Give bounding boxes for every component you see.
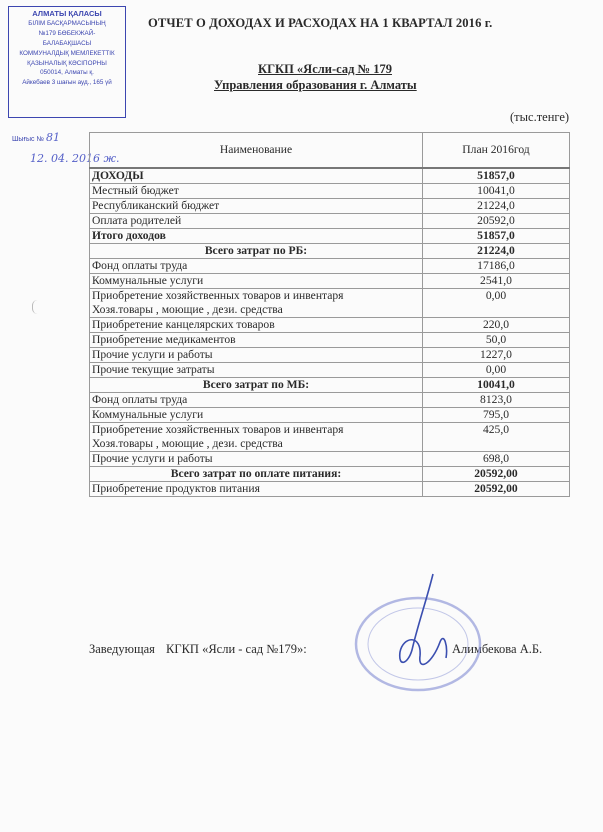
row-value: 21224,0 (423, 244, 570, 259)
row-name (90, 423, 423, 452)
row-value: 50,0 (423, 333, 570, 348)
row-value: 0,00 (423, 289, 570, 318)
table-row (90, 467, 570, 482)
signature-line (89, 642, 307, 657)
row-value: 10041,0 (423, 378, 570, 393)
report-title: ОТЧЕТ О ДОХОДАХ И РАСХОДАХ НА 1 КВАРТАЛ 2016 г. (148, 16, 493, 30)
row-name (90, 482, 423, 497)
row-value: 220,0 (423, 318, 570, 333)
row-name-text: Фонд оплаты труда (92, 393, 188, 406)
department-name: Управления образования г. Алматы (214, 78, 417, 92)
row-name (90, 333, 423, 348)
table-row (90, 229, 570, 244)
stamp-line: Айкебаев 3 шағын ауд., 165 үй (22, 79, 112, 87)
row-name-text: Местный бюджет (92, 184, 179, 197)
currency-unit: (тыс.тенге) (510, 110, 570, 124)
income-expense-table (89, 132, 570, 497)
stamp-line: ҚАЗЫНАЛЫҚ КӘСІПОРНЫ (27, 59, 107, 67)
row-name-text: Прочие услуги и работы (92, 452, 213, 465)
column-header-name: Наименование (90, 133, 423, 169)
row-name (90, 393, 423, 408)
round-seal-and-signature (348, 572, 508, 692)
row-value: 20592,00 (423, 467, 570, 482)
row-value: 8123,0 (423, 393, 570, 408)
table-row (90, 244, 570, 259)
table-row (90, 259, 570, 274)
row-name (90, 467, 423, 482)
row-value: 2541,0 (423, 274, 570, 289)
table-row (90, 393, 570, 408)
row-name (90, 348, 423, 363)
stamp-line: 050014, Алматы қ. (40, 69, 94, 77)
row-name-text: Всего затрат по РБ: (204, 244, 308, 257)
table-header-row (90, 133, 570, 169)
scan-mark (32, 300, 43, 314)
row-value: 425,0 (423, 423, 570, 452)
row-value: 21224,0 (423, 199, 570, 214)
table-row (90, 423, 570, 452)
table-row (90, 348, 570, 363)
row-name-text-2: Хозя.товары , моющие , дези. средства (92, 303, 283, 316)
row-name-text: Коммунальные услуги (92, 274, 204, 287)
row-value: 795,0 (423, 408, 570, 423)
row-name-text: Прочие текущие затраты (92, 363, 215, 376)
row-name-text: Коммунальные услуги (92, 408, 204, 421)
row-value: 1227,0 (423, 348, 570, 363)
row-value: 698,0 (423, 452, 570, 467)
table-row (90, 289, 570, 318)
organization-name: КГКП «Ясли-сад № 179 (258, 62, 392, 76)
table-row (90, 408, 570, 423)
table-row (90, 274, 570, 289)
organization-stamp (8, 6, 126, 118)
row-name-text: Республиканский бюджет (92, 199, 220, 212)
row-name (90, 168, 423, 184)
row-name (90, 378, 423, 393)
table-row (90, 482, 570, 497)
stamp-line: №179 БӨБЕКЖАЙ- (38, 29, 96, 37)
row-name-text: Прочие услуги и работы (92, 348, 213, 361)
row-name (90, 363, 423, 378)
row-name-text-2: Хозя.товары , моющие , дези. средства (92, 437, 283, 450)
stamp-line: АЛМАТЫ ҚАЛАСЫ (32, 9, 102, 18)
row-value: 20592,0 (423, 214, 570, 229)
column-header-plan: План 2016год (423, 133, 570, 169)
row-name (90, 289, 423, 318)
signatory-name: Алимбекова А.Б. (452, 642, 543, 656)
table-row (90, 378, 570, 393)
row-name-text: Итого доходов (92, 229, 166, 242)
row-name-text: Приобретение продуктов питания (92, 482, 260, 495)
outgoing-registration (12, 131, 60, 144)
table-row (90, 333, 570, 348)
row-name-text: Всего затрат по МБ: (202, 378, 310, 391)
row-value: 17186,0 (423, 259, 570, 274)
stamp-line: КОММУНАЛДЫҚ МЕМЛЕКЕТТІК (19, 49, 115, 57)
registration-number: 81 (45, 131, 60, 144)
table-body (90, 168, 570, 497)
row-name (90, 259, 423, 274)
row-name-text: Фонд оплаты труда (92, 259, 188, 272)
signature-stroke (400, 574, 447, 664)
table-row (90, 363, 570, 378)
row-name (90, 214, 423, 229)
row-name (90, 318, 423, 333)
row-name (90, 274, 423, 289)
row-name-text: Оплата родителей (92, 214, 182, 227)
registration-label: Шығыс № (12, 136, 44, 143)
row-value: 10041,0 (423, 184, 570, 199)
table-row (90, 452, 570, 467)
row-name (90, 184, 423, 199)
row-name (90, 244, 423, 259)
row-value: 51857,0 (423, 168, 570, 184)
table-row (90, 168, 570, 184)
row-name (90, 452, 423, 467)
stamp-line: БАЛАБАҚШАСЫ (42, 39, 92, 47)
table-row (90, 214, 570, 229)
registration-date: 12. 04. 2016 ж. (30, 152, 120, 165)
row-name (90, 229, 423, 244)
row-name-text: Приобретение медикаментов (92, 333, 236, 346)
signatory-role: Заведующая (89, 642, 155, 656)
table-row (90, 318, 570, 333)
table-row (90, 184, 570, 199)
row-name-text: ДОХОДЫ (92, 169, 144, 182)
row-name (90, 408, 423, 423)
row-value: 0,00 (423, 363, 570, 378)
table-row (90, 199, 570, 214)
signatory-org: КГКП «Ясли - сад №179»: (166, 642, 307, 656)
row-name-text: Приобретение хозяйственных товаров и инвентаря (92, 423, 344, 436)
row-name-text: Всего затрат по оплате питания: (170, 467, 342, 480)
row-value: 20592,00 (423, 482, 570, 497)
stamp-line: БІЛІМ БАСҚАРМАСЫНЫҢ (28, 19, 106, 27)
row-value: 51857,0 (423, 229, 570, 244)
row-name-text: Приобретение канцелярских товаров (92, 318, 275, 331)
row-name-text: Приобретение хозяйственных товаров и инвентаря (92, 289, 344, 302)
row-name (90, 199, 423, 214)
